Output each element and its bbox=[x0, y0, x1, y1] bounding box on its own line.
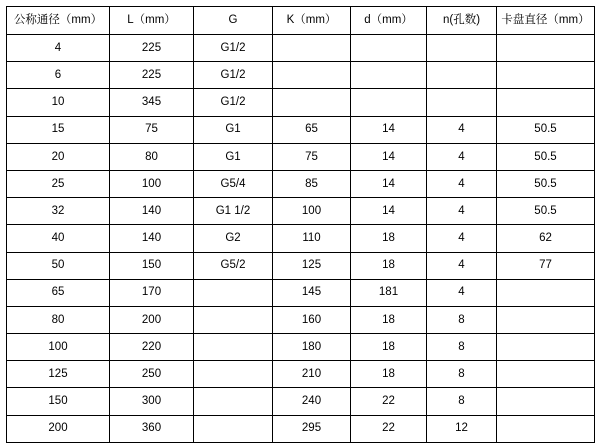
column-header-length: L（mm） bbox=[110, 7, 194, 35]
table-row bbox=[7, 334, 595, 361]
cell-d: 18 bbox=[351, 252, 427, 279]
cell-k: 160 bbox=[273, 306, 351, 333]
cell-nominal-diameter: 200 bbox=[7, 415, 110, 442]
cell-length: 225 bbox=[110, 35, 194, 62]
cell-k bbox=[273, 62, 351, 89]
column-header-hole-count: n(孔数) bbox=[427, 7, 497, 35]
cell-nominal-diameter: 65 bbox=[7, 279, 110, 306]
cell-d bbox=[351, 35, 427, 62]
cell-d: 14 bbox=[351, 170, 427, 197]
cell-flange-diameter bbox=[497, 361, 595, 388]
cell-hole-count: 8 bbox=[427, 306, 497, 333]
cell-length: 75 bbox=[110, 116, 194, 143]
cell-thread: G1/2 bbox=[194, 62, 273, 89]
cell-d: 14 bbox=[351, 198, 427, 225]
cell-d: 18 bbox=[351, 334, 427, 361]
table-row bbox=[7, 279, 595, 306]
column-header-k: K（mm） bbox=[273, 7, 351, 35]
cell-flange-diameter bbox=[497, 89, 595, 116]
cell-thread bbox=[194, 388, 273, 415]
cell-nominal-diameter: 100 bbox=[7, 334, 110, 361]
cell-thread bbox=[194, 415, 273, 442]
cell-d: 22 bbox=[351, 415, 427, 442]
cell-thread: G1 bbox=[194, 143, 273, 170]
table-row bbox=[7, 62, 595, 89]
cell-flange-diameter: 50.5 bbox=[497, 170, 595, 197]
cell-k: 85 bbox=[273, 170, 351, 197]
cell-k: 210 bbox=[273, 361, 351, 388]
cell-nominal-diameter: 50 bbox=[7, 252, 110, 279]
table-row bbox=[7, 143, 595, 170]
cell-flange-diameter bbox=[497, 35, 595, 62]
cell-d: 22 bbox=[351, 388, 427, 415]
cell-flange-diameter: 50.5 bbox=[497, 198, 595, 225]
cell-hole-count bbox=[427, 62, 497, 89]
cell-length: 140 bbox=[110, 198, 194, 225]
cell-k bbox=[273, 89, 351, 116]
cell-hole-count: 4 bbox=[427, 279, 497, 306]
cell-nominal-diameter: 20 bbox=[7, 143, 110, 170]
cell-thread: G5/4 bbox=[194, 170, 273, 197]
cell-nominal-diameter: 25 bbox=[7, 170, 110, 197]
table-row bbox=[7, 252, 595, 279]
cell-nominal-diameter: 32 bbox=[7, 198, 110, 225]
cell-nominal-diameter: 6 bbox=[7, 62, 110, 89]
column-header-thread: G bbox=[194, 7, 273, 35]
cell-k: 100 bbox=[273, 198, 351, 225]
table-row bbox=[7, 415, 595, 442]
cell-hole-count: 4 bbox=[427, 225, 497, 252]
cell-hole-count: 4 bbox=[427, 170, 497, 197]
column-header-d: d（mm） bbox=[351, 7, 427, 35]
cell-d: 18 bbox=[351, 306, 427, 333]
specification-table bbox=[6, 6, 595, 443]
cell-hole-count: 8 bbox=[427, 388, 497, 415]
cell-hole-count: 4 bbox=[427, 198, 497, 225]
cell-k: 295 bbox=[273, 415, 351, 442]
cell-thread: G2 bbox=[194, 225, 273, 252]
cell-flange-diameter: 50.5 bbox=[497, 116, 595, 143]
cell-length: 345 bbox=[110, 89, 194, 116]
cell-nominal-diameter: 150 bbox=[7, 388, 110, 415]
cell-nominal-diameter: 4 bbox=[7, 35, 110, 62]
cell-hole-count: 4 bbox=[427, 143, 497, 170]
table-row bbox=[7, 306, 595, 333]
cell-thread bbox=[194, 279, 273, 306]
cell-flange-diameter bbox=[497, 306, 595, 333]
cell-length: 200 bbox=[110, 306, 194, 333]
table-header bbox=[7, 7, 595, 35]
table-row bbox=[7, 116, 595, 143]
cell-d: 18 bbox=[351, 361, 427, 388]
cell-k: 240 bbox=[273, 388, 351, 415]
cell-k: 145 bbox=[273, 279, 351, 306]
cell-length: 100 bbox=[110, 170, 194, 197]
cell-hole-count: 8 bbox=[427, 334, 497, 361]
table-row bbox=[7, 361, 595, 388]
cell-flange-diameter bbox=[497, 62, 595, 89]
cell-thread: G5/2 bbox=[194, 252, 273, 279]
cell-hole-count bbox=[427, 35, 497, 62]
cell-thread bbox=[194, 306, 273, 333]
cell-k: 75 bbox=[273, 143, 351, 170]
table-header-row bbox=[7, 7, 595, 35]
cell-length: 250 bbox=[110, 361, 194, 388]
cell-length: 300 bbox=[110, 388, 194, 415]
cell-hole-count: 8 bbox=[427, 361, 497, 388]
cell-flange-diameter bbox=[497, 279, 595, 306]
cell-nominal-diameter: 15 bbox=[7, 116, 110, 143]
table-row bbox=[7, 388, 595, 415]
cell-length: 225 bbox=[110, 62, 194, 89]
cell-d: 14 bbox=[351, 116, 427, 143]
cell-thread: G1 1/2 bbox=[194, 198, 273, 225]
cell-length: 80 bbox=[110, 143, 194, 170]
cell-thread: G1/2 bbox=[194, 35, 273, 62]
cell-hole-count: 4 bbox=[427, 116, 497, 143]
cell-flange-diameter bbox=[497, 388, 595, 415]
cell-hole-count: 4 bbox=[427, 252, 497, 279]
cell-d: 14 bbox=[351, 143, 427, 170]
cell-thread bbox=[194, 334, 273, 361]
cell-d: 181 bbox=[351, 279, 427, 306]
table-row bbox=[7, 225, 595, 252]
cell-flange-diameter bbox=[497, 334, 595, 361]
cell-nominal-diameter: 10 bbox=[7, 89, 110, 116]
table-row bbox=[7, 198, 595, 225]
cell-hole-count bbox=[427, 89, 497, 116]
cell-k: 65 bbox=[273, 116, 351, 143]
cell-thread: G1 bbox=[194, 116, 273, 143]
column-header-flange-diameter: 卡盘直径（mm） bbox=[497, 7, 595, 35]
cell-k: 110 bbox=[273, 225, 351, 252]
cell-flange-diameter: 77 bbox=[497, 252, 595, 279]
table-row bbox=[7, 170, 595, 197]
cell-d bbox=[351, 89, 427, 116]
cell-length: 140 bbox=[110, 225, 194, 252]
cell-thread: G1/2 bbox=[194, 89, 273, 116]
cell-nominal-diameter: 40 bbox=[7, 225, 110, 252]
cell-d: 18 bbox=[351, 225, 427, 252]
cell-length: 360 bbox=[110, 415, 194, 442]
cell-flange-diameter bbox=[497, 415, 595, 442]
column-header-nominal-diameter: 公称通径（mm） bbox=[7, 7, 110, 35]
cell-flange-diameter: 62 bbox=[497, 225, 595, 252]
cell-length: 150 bbox=[110, 252, 194, 279]
cell-flange-diameter: 50.5 bbox=[497, 143, 595, 170]
cell-length: 170 bbox=[110, 279, 194, 306]
table-row bbox=[7, 35, 595, 62]
table-row bbox=[7, 89, 595, 116]
cell-k: 180 bbox=[273, 334, 351, 361]
cell-k: 125 bbox=[273, 252, 351, 279]
cell-d bbox=[351, 62, 427, 89]
cell-thread bbox=[194, 361, 273, 388]
table-body bbox=[7, 35, 595, 443]
cell-nominal-diameter: 125 bbox=[7, 361, 110, 388]
cell-hole-count: 12 bbox=[427, 415, 497, 442]
cell-nominal-diameter: 80 bbox=[7, 306, 110, 333]
cell-k bbox=[273, 35, 351, 62]
cell-length: 220 bbox=[110, 334, 194, 361]
